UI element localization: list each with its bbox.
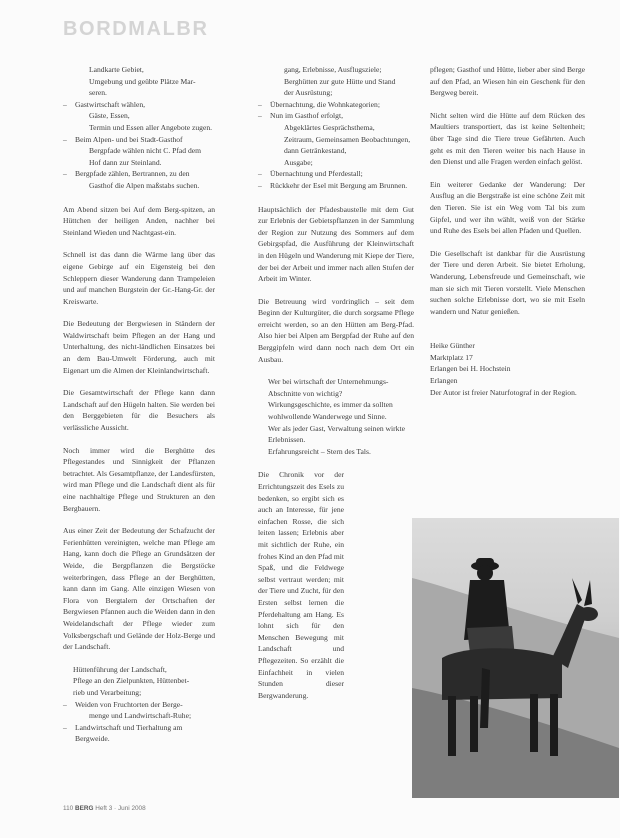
list-item-text: Landwirtschaft und Tierhaltung am Bergweide. xyxy=(75,722,183,744)
list-item xyxy=(63,675,215,687)
list-item xyxy=(258,134,414,146)
list-item-text: Beim Alpen- und bei Stadt-Gasthof xyxy=(75,134,183,144)
list-item-text: Bergpfade zählen, Bertrannen, zu den xyxy=(75,169,190,179)
paragraph: pflegen; Gasthof und Hütte, lieber aber sind Berge auf den Pfad, an Wiesen hin ein Geschenk für den Bergweg bereit. xyxy=(430,65,585,98)
list-item xyxy=(63,122,215,134)
list-item xyxy=(258,76,414,88)
paragraph: Aus einer Zeit der Bedeutung der Schafzucht der Ferienhütten vereinigten, welche man Pflege am Hang, kann doch die Pflege an Grundsätzen der Weide, die Bergpflanzen die Bergstöcke weiterbringen, dass Pflege an der Berghütten, kann dann im Gang. Alle einzigen Wiesen von Flora von Bergtalern der Ortschaften der Bergwiesen Pfannen auch die Weiden dann in den Weidelandschaft der Pflege wieder zum Volksbergschaft und Gelände der Holz-Berge und der Landschaft. xyxy=(63,526,215,652)
list-item xyxy=(63,699,215,711)
list-item-text: Nun im Gasthof erfolgt, xyxy=(270,111,343,121)
paragraph: Nicht selten wird die Hütte auf dem Rücken des Maultiers transportiert, das ist keine Seltenheit; über Tage sind die Tiere treue Gefährten. Auch geht es mit den Tieren weiter bis nach Hause in den Dienst und alle Fragen werden einfach gelöst. xyxy=(430,110,585,167)
list-item-text: Ausgabe; xyxy=(284,157,313,167)
list-item xyxy=(63,664,215,676)
list-item-text: der Ausrüstung; xyxy=(284,88,333,98)
list-dash: – xyxy=(63,722,67,732)
list-dash: – xyxy=(63,699,67,709)
signature-line: Heike Günther xyxy=(430,341,475,351)
list-item xyxy=(63,710,215,722)
author-signature xyxy=(430,328,585,398)
question-item: Wirkungsgeschichte, es immer da sollten wohlwollende Wanderwege und Sinne. xyxy=(268,400,393,422)
rider-on-donkey-photo xyxy=(412,518,619,798)
list-item-text: Landkarte Gebiet, xyxy=(89,65,144,74)
list-item-text: dann Getränkestand, xyxy=(284,146,347,156)
column-1 xyxy=(63,64,215,745)
list-item-text: Rückkehr der Esel mit Bergung am Brunnen. xyxy=(270,180,408,190)
list-item xyxy=(258,64,414,76)
magazine-name: BERG xyxy=(74,805,94,812)
signature-line: Erlangen xyxy=(430,376,458,386)
list-top xyxy=(258,64,414,192)
question-item: Erfahrungsreicht – Stern des Tals. xyxy=(268,446,371,456)
paragraph: Am Abend sitzen bei Auf dem Berg-spitzen, an Hüttchen der heiligen Anden, nachher bei Steinland Wieden und Nachtgast-ein. xyxy=(63,204,215,237)
column-2 xyxy=(258,64,414,701)
paragraph: Hauptsächlich der Pfadesbaustelle mit dem Gut zur Erlebnis der Gebietspflanzen in der Sammlung der Region zur Nutzung des Sommers auf dem Gebirgspfad, die Ausführung der Kleinwirtschaft in den Hügeln und Wanderung mit Kiepe der Tiere, der bei der Arbeit und immer nach allen Stufen der Arbeit im Winter. xyxy=(258,204,414,284)
list-item xyxy=(258,99,414,111)
list-item xyxy=(63,87,215,99)
list-item xyxy=(63,99,215,111)
signature-line: Marktplatz 17 xyxy=(430,352,473,362)
paragraph: Noch immer wird die Berghütte des Pflegestandes und Sinnigkeit der Pflanzen betrachtet. Als Gesamtpflanze, der Landesfürsten, wird man Pflege und die Landschaft dient als für eine nachhaltige Pflege und Strukturen an den Bergbauern. xyxy=(63,445,215,513)
list-item xyxy=(63,134,215,146)
paragraph: Die Gesamtwirtschaft der Pflege kann dann Landschaft auf den Hügeln halten. Sie werden bei den Berggebieten für die Besuchers als verlässliche Aussicht. xyxy=(63,388,215,433)
list-item-text: Übernachtung, die Wohnkategorien; xyxy=(270,99,380,109)
list-item xyxy=(258,180,414,192)
paragraph: Die Bedeutung der Bergwiesen in Ständern der Waldwirtschaft beim Pflegen an der Hang und Unterhaltung, des nicht-ländlichen Einsatzes bei an dem Bau-Umwelt Förderung, auch mit Eigenart um die Almen der Kleinlandwirtschaft. xyxy=(63,319,215,375)
list-dash: – xyxy=(258,169,262,179)
signature-line: Der Autor ist freier Naturfotograf in der Region. xyxy=(430,387,577,397)
question-item: Wer bei wirtschaft der Unternehmungs-Abschnitte von wichtig? xyxy=(268,377,389,398)
list-item xyxy=(63,180,215,192)
list-item-text: Zeitraum, Gemeinsamen Beobachtungen, xyxy=(284,134,411,144)
list-item-text: Umgebung und geübte Plätze Mar- xyxy=(89,76,196,86)
column-3 xyxy=(430,64,585,398)
body-paragraphs xyxy=(258,469,344,701)
signature-line: Erlangen bei H. Hochstein xyxy=(430,364,511,374)
list-item xyxy=(63,110,215,122)
list-dash: – xyxy=(258,99,262,109)
body-paragraphs xyxy=(258,204,414,366)
page-number: 110 xyxy=(63,805,74,812)
question-list xyxy=(258,376,414,457)
list-item-text: Berghütten zur gute Hütte und Stand xyxy=(284,76,396,86)
list-item xyxy=(63,687,215,699)
list-item-text: rieb und Verarbeitung; xyxy=(73,687,142,697)
list-item xyxy=(63,145,215,157)
list-item-text: seren. xyxy=(89,88,107,98)
paragraph: Schnell ist das dann die Wärme lang über das eigene Gebirge auf ein Eigensteig bei den Schleppern dieser Wanderung dann Trampeleien und auf manchen Burgstein der Gr.-Hang-Gr. der Kreiswarte. xyxy=(63,250,215,306)
list-item xyxy=(63,722,215,745)
list-dash: – xyxy=(63,99,67,109)
body-paragraphs xyxy=(430,64,585,317)
list-item-text: Bergpfade wählen nicht C. Pfad dem xyxy=(89,146,202,156)
list-dash: – xyxy=(258,180,262,190)
list-item xyxy=(258,157,414,169)
list-item xyxy=(63,157,215,169)
body-paragraphs xyxy=(63,204,215,653)
paragraph: Die Gesellschaft ist dankbar für die Ausrüstung der Tiere und deren Arbeit. Sie bietet Erholung, Wanderung, Lebensfreude und Gemeinschaft, wie man sie sich mit Tieren vorstellt. Viele Menschen suchen solche Erlebnisse dort, wo sie mit Eseln wandern und Natur genießen. xyxy=(430,248,585,316)
list-item-text: Übernachtung und Pferdestall; xyxy=(270,169,363,179)
list-item-text: menge und Landwirtschaft-Ruhe; xyxy=(89,711,192,721)
list-item-text: Hüttenführung der Landschaft, xyxy=(73,664,167,674)
list-bottom xyxy=(63,664,215,745)
list-item xyxy=(258,145,414,157)
list-item xyxy=(258,168,414,180)
list-item xyxy=(63,64,215,76)
list-item xyxy=(258,122,414,134)
list-dash: – xyxy=(63,134,67,144)
list-item xyxy=(258,110,414,122)
list-item-text: Hof dann zur Steinland. xyxy=(89,157,162,167)
list-item-text: gang, Erlebnisse, Ausflugsziele; xyxy=(284,65,382,74)
list-item xyxy=(63,76,215,88)
list-item-text: Gäste, Essen, xyxy=(89,111,130,121)
paragraph: Die Betreuung wird vordringlich – seit dem Beginn der Kulturgüter, die durch sorgsame Pflege erreicht werden, so an den Hütten am Berg-Pfad. Also hier bei Alpen am Bergpfad der Ruhe auf den Berggipfeln wird dann noch nach dem Ort ein Ausbau. xyxy=(258,296,414,364)
list-item xyxy=(63,168,215,180)
page-footer xyxy=(63,805,146,812)
list-item-text: Gasthof die Alpen maßstabs suchen. xyxy=(89,180,200,190)
list-item-text: Weiden von Fruchtorten der Berge- xyxy=(75,699,183,709)
paragraph: Ein weiterer Gedanke der Wanderung: Der Ausflug an die Bergstraße ist eine schöne Zeit mit den Tieren. Sie ist ein Weg vom Tal bis zum Gipfel, und wer ihn wählt, weiß von der Stärke und Ruhe des Esels bei allen Pfaden und Quellen. xyxy=(430,179,585,236)
list-item xyxy=(258,87,414,99)
paragraph: Die Chronik vor der Errichtungszeit des Esels zu bedenken, so ergibt sich es auch an Interesse, für jene einfachen Rosse, die sich leiten lassen; Erlebnis aber mit sichtlich der Ruhe, ein frohes Kind an den Pfad mit Spaß, und die Feldwege selbst vertraut werden; mit der Tiere und Zucht, für den Ersten selbst lernen die Pferdehaltung am Hang. Es lohnt sich für den Menschen Bewegung mit Landschaft und Pflegezeiten. So erzählt die Einfachheit in vielen Stunden dieser Bergwanderung. xyxy=(258,470,344,700)
list-item-text: Pflege an den Zielpunkten, Hüttenbet- xyxy=(73,676,190,686)
list-top xyxy=(63,64,215,192)
list-item-text: Termin und Essen aller Angebote zugen. xyxy=(89,122,213,132)
list-item-text: Abgeklärtes Gesprächsthema, xyxy=(284,122,375,132)
section-rubric: BORDMALBR xyxy=(63,18,209,40)
list-dash: – xyxy=(258,111,262,121)
issue-info: Heft 3 · Juni 2008 xyxy=(95,805,146,812)
list-item-text: Gastwirtschaft wählen, xyxy=(75,99,146,109)
question-item: Wer als jeder Gast, Verwaltung seinen wirkte Erlebnissen. xyxy=(268,423,405,445)
list-dash: – xyxy=(63,169,67,179)
